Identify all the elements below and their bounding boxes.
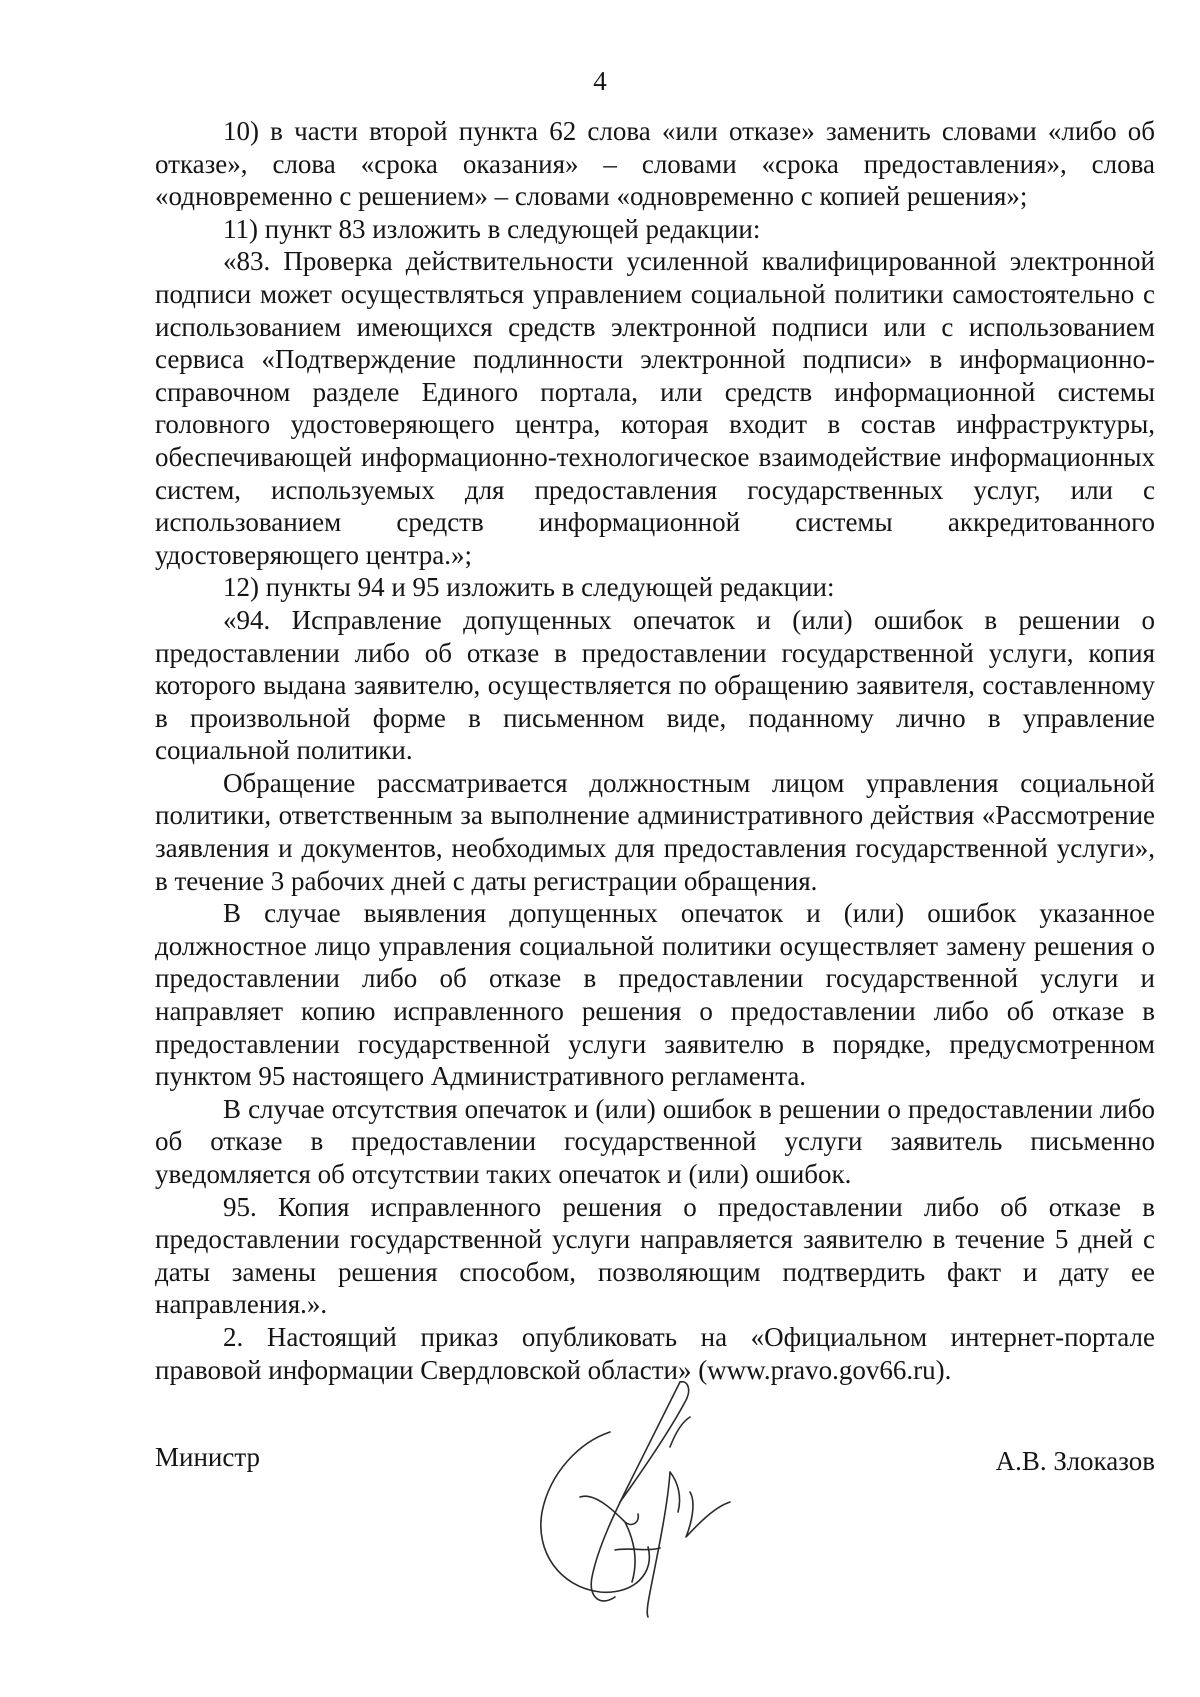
paragraph-item-11: 11) пункт 83 изложить в следующей редакции: [223, 213, 761, 244]
signatory-title: Министр [155, 1442, 260, 1472]
paragraph-appeal-review: Обращение рассматривается должностным лицом управления социальной политики, ответственным за выполнение административного действия «Рассмотрение заявления и документов, необходимых для предоставления государственной услуги», в течение 3 рабочих дней с даты регистрации обращения. [155, 767, 1155, 896]
paragraph-publication: 2. Настоящий приказ опубликовать на «Официальном интернет-портале правовой информации Свердловской области» (www.pravo.gov66.ru). [155, 1321, 1155, 1385]
page-number: 4 [593, 66, 607, 96]
paragraph-error-correction: В случае выявления допущенных опечаток и (или) ошибок указанное должностное лицо управления социальной политики осуществляет замену решения о предоставлении либо об отказе в предоставлении государственной услуги и направляет копию исправленного решения о предоставлении либо об отказе в предоставлении государственной услуги заявителю в порядке, предусмотренном пунктом 95 настоящего Административного регламента. [155, 898, 1155, 1092]
paragraph-clause-83: «83. Проверка действительности усиленной квалифицированной электронной подписи может осуществляться управлением социальной политики самостоятельно с использованием имеющихся средств электронной подписи или с использованием сервиса «Подтверждение подлинности электронной подписи» в информационно-справочном разделе Единого портала, или средств информационной системы головного удостоверяющего центра, которая входит в состав инфраструктуры, обеспечивающей информационно-технологическое взаимодействие информационных систем, используемых для предоставления государственных услуг, или с использованием средств информационной системы аккредитованного удостоверяющего центра.»; [155, 246, 1155, 570]
document-body [155, 115, 1155, 1386]
signatory-name: А.В. Злоказов [995, 1446, 1155, 1476]
paragraph-no-errors: В случае отсутствия опечаток и (или) ошибок в решении о предоставлении либо об отказе в предоставлении государственной услуги заявитель письменно уведомляется об отсутствии таких опечаток и (или) ошибок. [155, 1093, 1155, 1189]
paragraph-item-10: 10) в части второй пункта 62 слова «или отказе» заменить словами «либо об отказе», слова «срока оказания» – словами «срока предоставления», слова «одновременно с решением» – словами «одновременно с копией решения»; [155, 116, 1155, 212]
paragraph-clause-95: 95. Копия исправленного решения о предоставлении либо об отказе в предоставлении государственной услуги направляется заявителю в течение 5 дней с даты замены решения способом, позволяющим подтвердить факт и дату ее направления.». [155, 1191, 1155, 1320]
handwritten-signature [520, 1372, 790, 1622]
paragraph-item-12: 12) пункты 94 и 95 изложить в следующей редакции: [223, 572, 835, 603]
paragraph-clause-94: «94. Исправление допущенных опечаток и (или) ошибок в решении о предоставлении либо об отказе в предоставлении государственной услуги, копия которого выдана заявителю, осуществляется по обращению заявителя, составленному в произвольной форме в письменном виде, поданному лично в управление социальной политики. [155, 604, 1155, 766]
